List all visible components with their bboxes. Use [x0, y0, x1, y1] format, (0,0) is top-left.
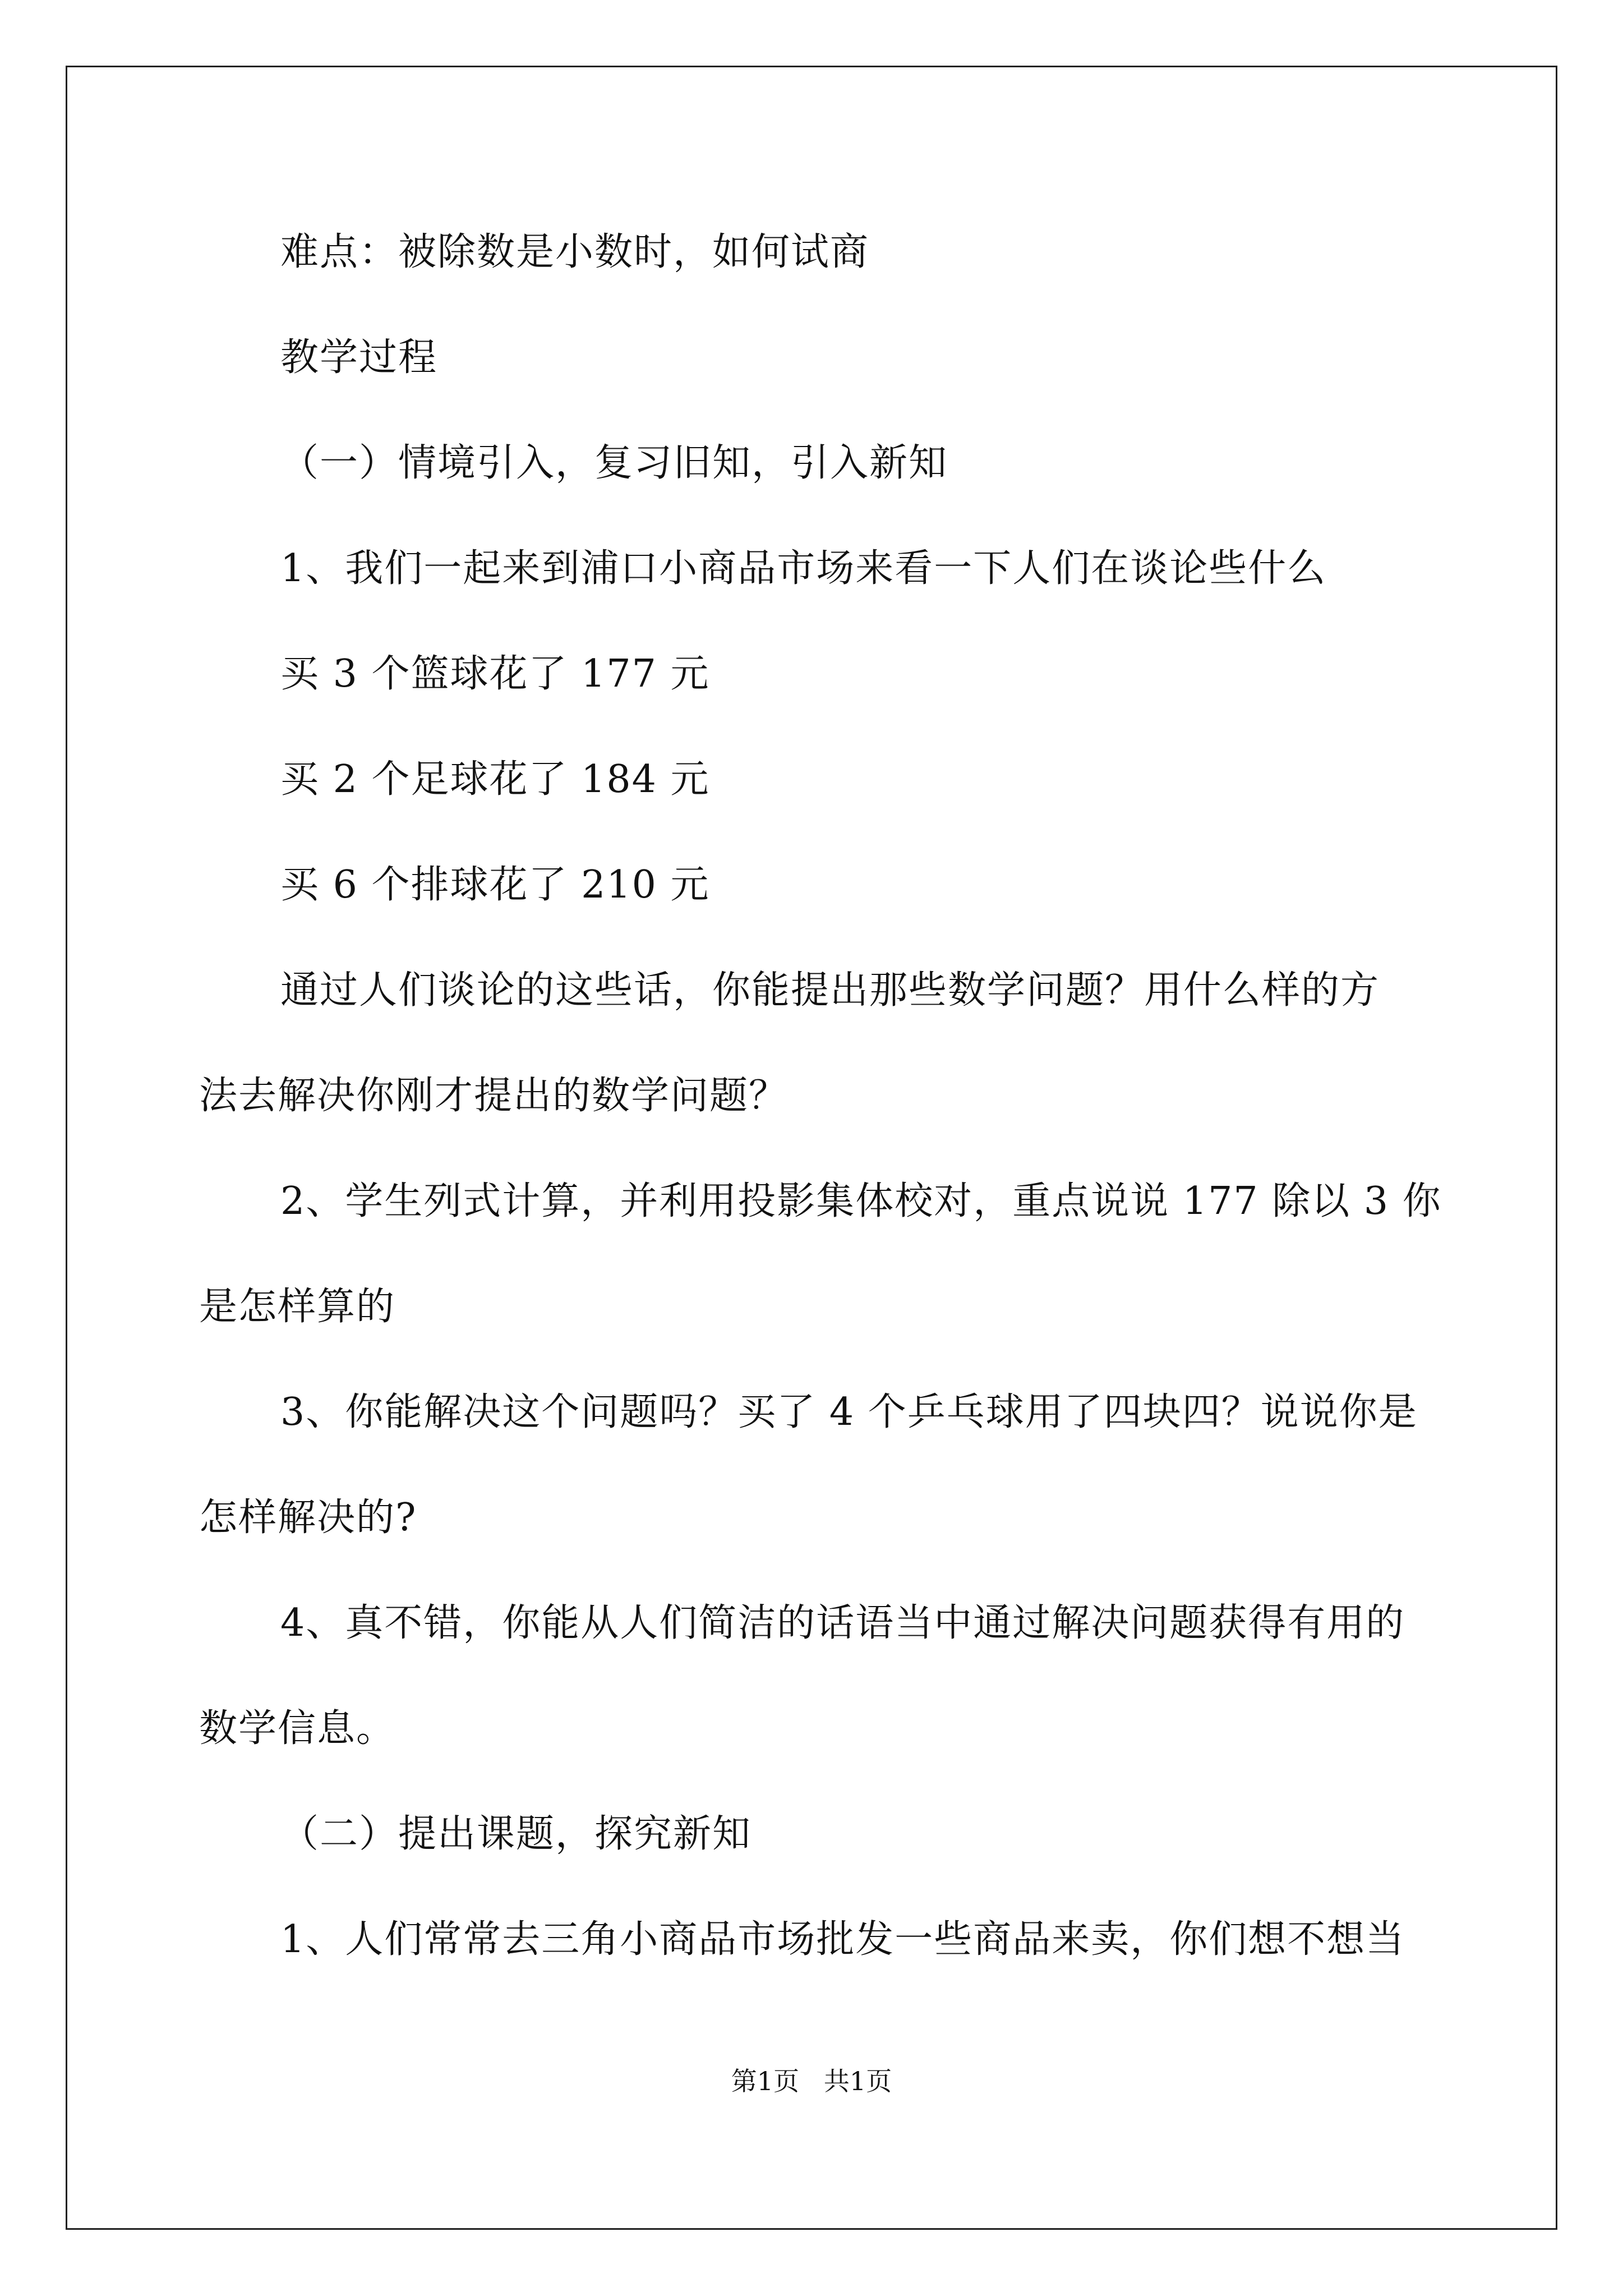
paragraph-line: 怎样解决的?: [199, 1496, 417, 1540]
paragraph-line: 买 6 个排球花了 210 元: [280, 863, 710, 907]
paragraph-line: 2、学生列式计算，并利用投影集体校对，重点说说 177 除以 3 你: [280, 1179, 1442, 1223]
paragraph-line: 买 3 个篮球花了 177 元: [280, 652, 710, 696]
section-heading-2: （二）提出课题，探究新知: [280, 1812, 752, 1856]
page-footer: 第1页 共1页: [731, 2066, 892, 2096]
paragraph-line: 4、真不错，你能从人们简洁的话语当中通过解决问题获得有用的: [280, 1601, 1405, 1645]
paragraph-line: 法去解决你刚才提出的数学问题？: [199, 1074, 789, 1118]
paragraph-line: 买 2 个足球花了 184 元: [280, 757, 710, 802]
paragraph-line: 1、我们一起来到浦口小商品市场来看一下人们在谈论些什么: [280, 546, 1327, 591]
difficulty-line: 难点：被除数是小数时，如何试商: [280, 230, 870, 274]
paragraph-line: 是怎样算的: [199, 1285, 396, 1329]
page-border: [66, 66, 1557, 2230]
paragraph-line: 1、人们常常去三角小商品市场批发一些商品来卖，你们想不想当: [280, 1917, 1405, 1962]
section-heading-1: （一）情境引入，复习旧知，引入新知: [280, 441, 948, 485]
section-heading-teaching-process: 教学过程: [280, 335, 438, 380]
paragraph-line: 数学信息。: [199, 1706, 396, 1751]
paragraph-line: 3、你能解决这个问题吗？买了 4 个乒乓球用了四块四？说说你是: [280, 1390, 1418, 1434]
paragraph-line: 通过人们谈论的这些话，你能提出那些数学问题？用什么样的方: [280, 968, 1380, 1013]
